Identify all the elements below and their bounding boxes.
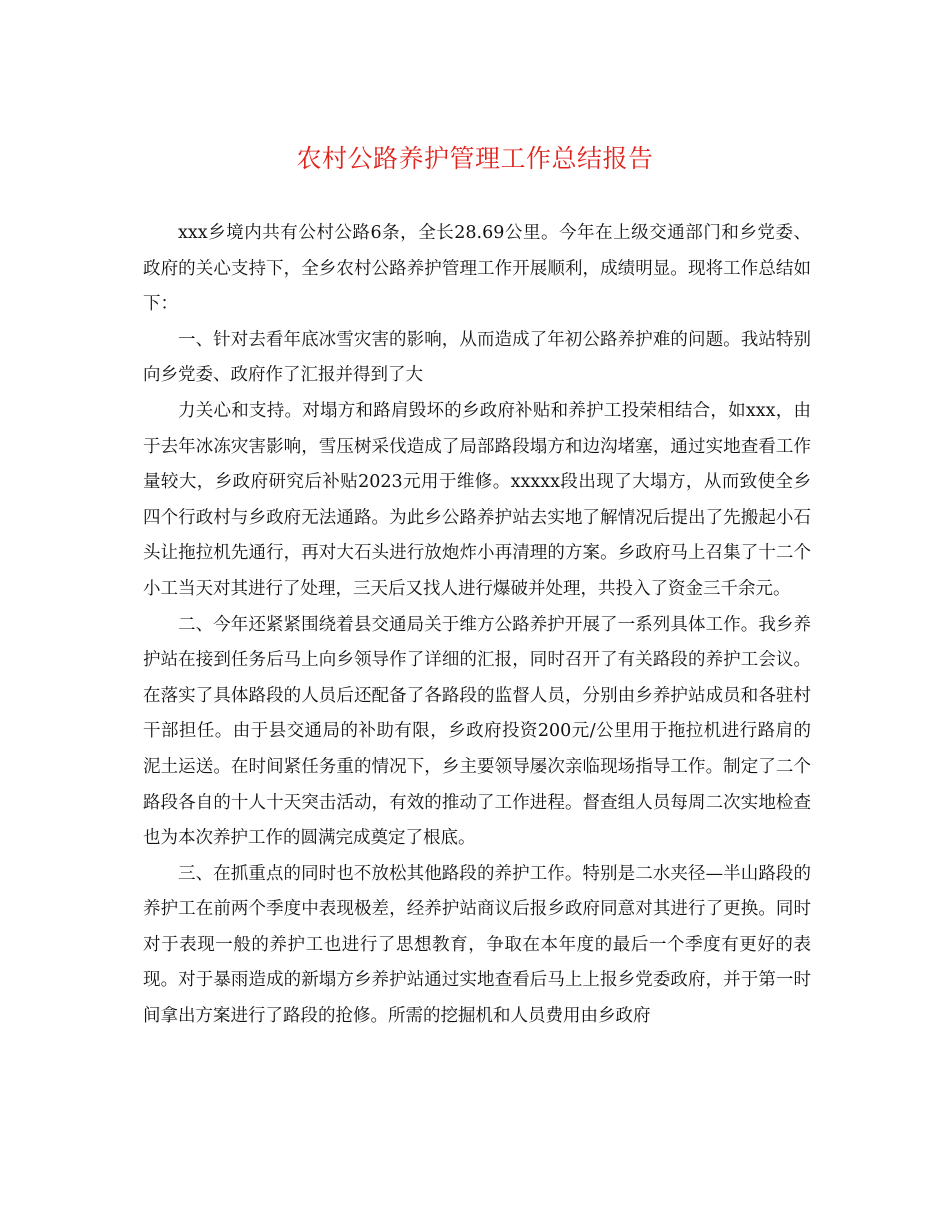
document-body	[143, 216, 811, 1035]
paragraph-intro: xxx乡境内共有公村公路6条，全长28.69公里。今年在上级交通部门和乡党委、政府的关心支持下，全乡农村公路养护管理工作开展顺利，成绩明显。现将工作总结如下：	[143, 223, 811, 315]
paragraph-section-1: 一、针对去看年底冰雪灾害的影响，从而造成了年初公路养护难的问题。我站特别向乡党委、政府作了汇报并得到了大	[143, 329, 811, 386]
paragraph-section-1-continued: 力关心和支持。对塌方和路肩毁坏的乡政府补贴和养护工投荣相结合，如xxx，由于去年冰冻灾害影响，雪压树采伐造成了局部路段塌方和边沟堵塞，通过实地查看工作量较大，乡政府研究后补贴2023元用于维修。xxxxx段出现了大塌方，从而致使全乡四个行政村与乡政府无法通路。为此乡公路养护站去实地了解情况后提出了先搬起小石头让拖拉机先通行，再对大石头进行放炮炸小再清理的方案。乡政府马上召集了十二个小工当天对其进行了处理，三天后又找人进行爆破并处理，共投入了资金三千余元。	[143, 400, 811, 599]
paragraph-section-2: 二、今年还紧紧围绕着县交通局关于维方公路养护开展了一系列具体工作。我乡养护站在接到任务后马上向乡领导作了详细的汇报，同时召开了有关路段的养护工会议。在落实了具体路段的人员后还配备了各路段的监督人员，分别由乡养护站成员和各驻村干部担任。由于县交通局的补助有限，乡政府投资200元/公里用于拖拉机进行路肩的泥土运送。在时间紧任务重的情况下，乡主要领导屡次亲临现场指导工作。制定了二个路段各自的十人十天突击活动，有效的推动了工作进程。督查组人员每周二次实地检查也为本次养护工作的圆满完成奠定了根底。	[143, 614, 811, 849]
page-title: 农村公路养护管理工作总结报告	[296, 144, 654, 173]
paragraph-section-3: 三、在抓重点的同时也不放松其他路段的养护工作。特别是二水夹径—半山路段的养护工在前两个季度中表现极差，经养护站商议后报乡政府同意对其进行了更换。同时对于表现一般的养护工也进行了思想教育，争取在本年度的最后一个季度有更好的表现。对于暴雨造成的新塌方乡养护站通过实地查看后马上上报乡党委政府，并于第一时间拿出方案进行了路段的抢修。所需的挖掘机和人员费用由乡政府	[143, 863, 811, 1027]
